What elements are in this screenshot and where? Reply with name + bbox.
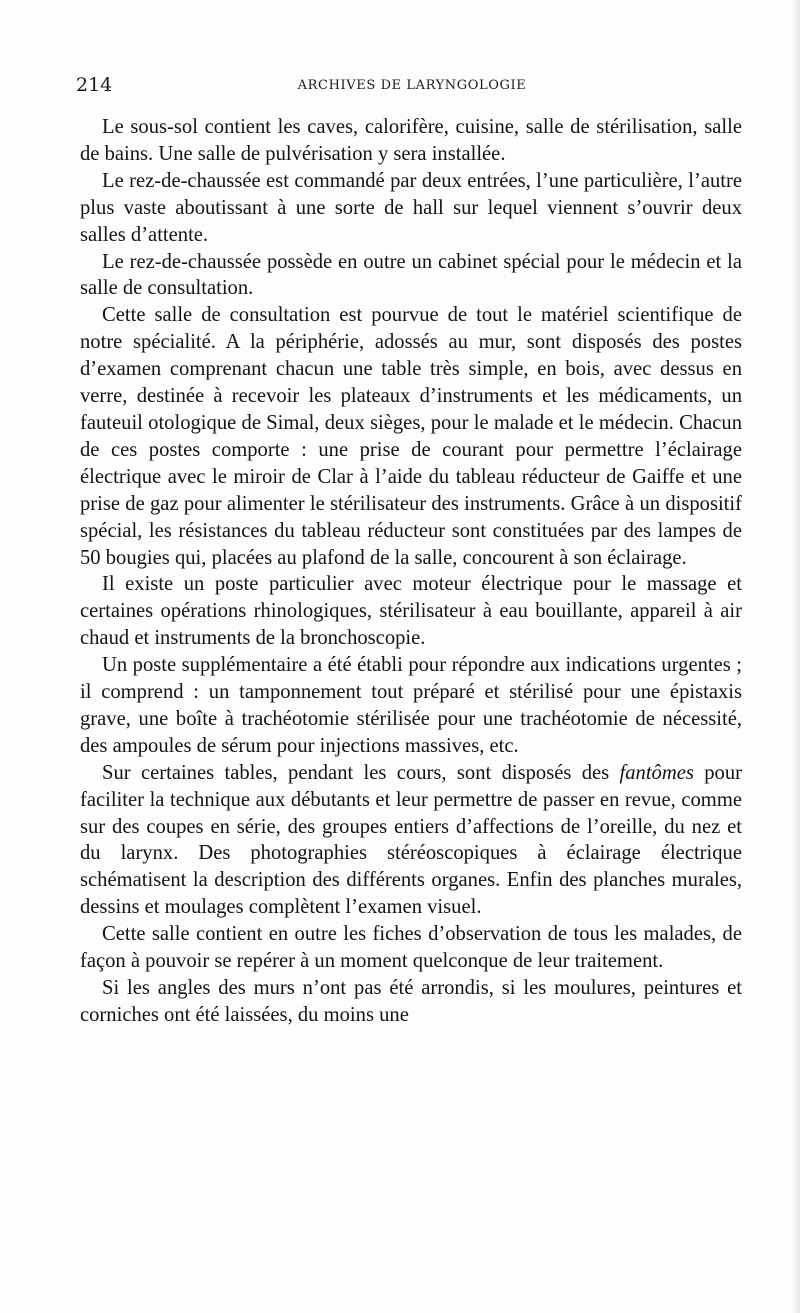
paragraph-observation-files: Cette salle contient en outre les fiches d’observation de tous les malades, de façon à pouvoir se repérer à un moment quelconque de leur traitement. bbox=[80, 923, 742, 973]
paragraph-walls-mouldings: Si les angles des murs n’ont pas été arrondis, si les moulures, peintures et corniches ont été laissées, du moins une bbox=[80, 977, 742, 1026]
teaching-text-start: Sur certaines tables, pendant les cours, sont disposés des bbox=[102, 761, 620, 784]
paragraph-special-post: Il existe un poste particulier avec moteur électrique pour le massage et certaines opérations rhinologiques, stérilisateur à eau bouillante, appareil à air chaud et instruments de la bronchoscopie. bbox=[80, 573, 742, 650]
paragraph-emergency-post: Un poste supplémentaire a été établi pour répondre aux indications urgentes ; il comprend : un tamponnement tout préparé et stérilisé pour une épistaxis grave, une boîte à trachéotomie stérilisée pour une trachéotomie de nécessité, des ampoules de sérum pour injections massives, etc. bbox=[80, 654, 742, 757]
page-number: 214 bbox=[76, 74, 113, 96]
page-header bbox=[74, 74, 734, 104]
italic-fantomes: fantômes bbox=[619, 761, 694, 784]
running-title: ARCHIVES DE LARYNGOLOGIE bbox=[297, 78, 527, 93]
paragraph-teaching-tables bbox=[80, 760, 742, 921]
paragraph-consultation-room: Cette salle de consultation est pourvue de tout le matériel scientifique de notre spécialité. A la périphérie, adossés au mur, sont disposés des postes d’examen comprenant chacun une table très simple, en bois, avec dessus en verre, destinée à recevoir les plateaux d’instruments et les médicaments, un fauteuil otologique de Simal, deux sièges, pour le malade et le médecin. Chacun de ces postes comporte : une prise de courant pour permettre l’éclairage électrique avec le miroir de Clar à l’aide du tableau réducteur de Gaiffe et une prise de gaz pour alimenter le stérilisateur des instruments. Grâce à un dispositif spécial, les résistances du tableau réducteur sont constituées par des lampes de 50 bougies qui, placées au plafond de la salle, concourent à son éclairage. bbox=[80, 304, 742, 569]
teaching-text-end: pour faciliter la technique aux débutants et leur permettre de passer en revue, comme sur des coupes en série, des groupes entiers d’affections de l’oreille, du nez et du larynx. Des photographies stéréoscopiques à éclairage électrique schématisent la description des différents organes. Enfin des planches murales, dessins et moulages complètent l’examen visuel. bbox=[80, 761, 742, 919]
paragraph-ground-floor-entrances: Le rez-de-chaussée est commandé par deux entrées, l’une particulière, l’autre plus vaste aboutissant à une sorte de hall sur lequel viennent s’ouvrir deux salles d’attente. bbox=[80, 169, 742, 246]
body-text bbox=[80, 114, 742, 1029]
scan-edge-shadow bbox=[792, 0, 800, 1313]
paragraph-doctor-cabinet: Le rez-de-chaussée possède en outre un cabinet spécial pour le médecin et la salle de consultation. bbox=[80, 250, 742, 300]
paragraph-basement: Le sous-sol contient les caves, calorifère, cuisine, salle de stérilisation, salle de bains. Une salle de pulvérisation y sera installée. bbox=[80, 116, 742, 165]
